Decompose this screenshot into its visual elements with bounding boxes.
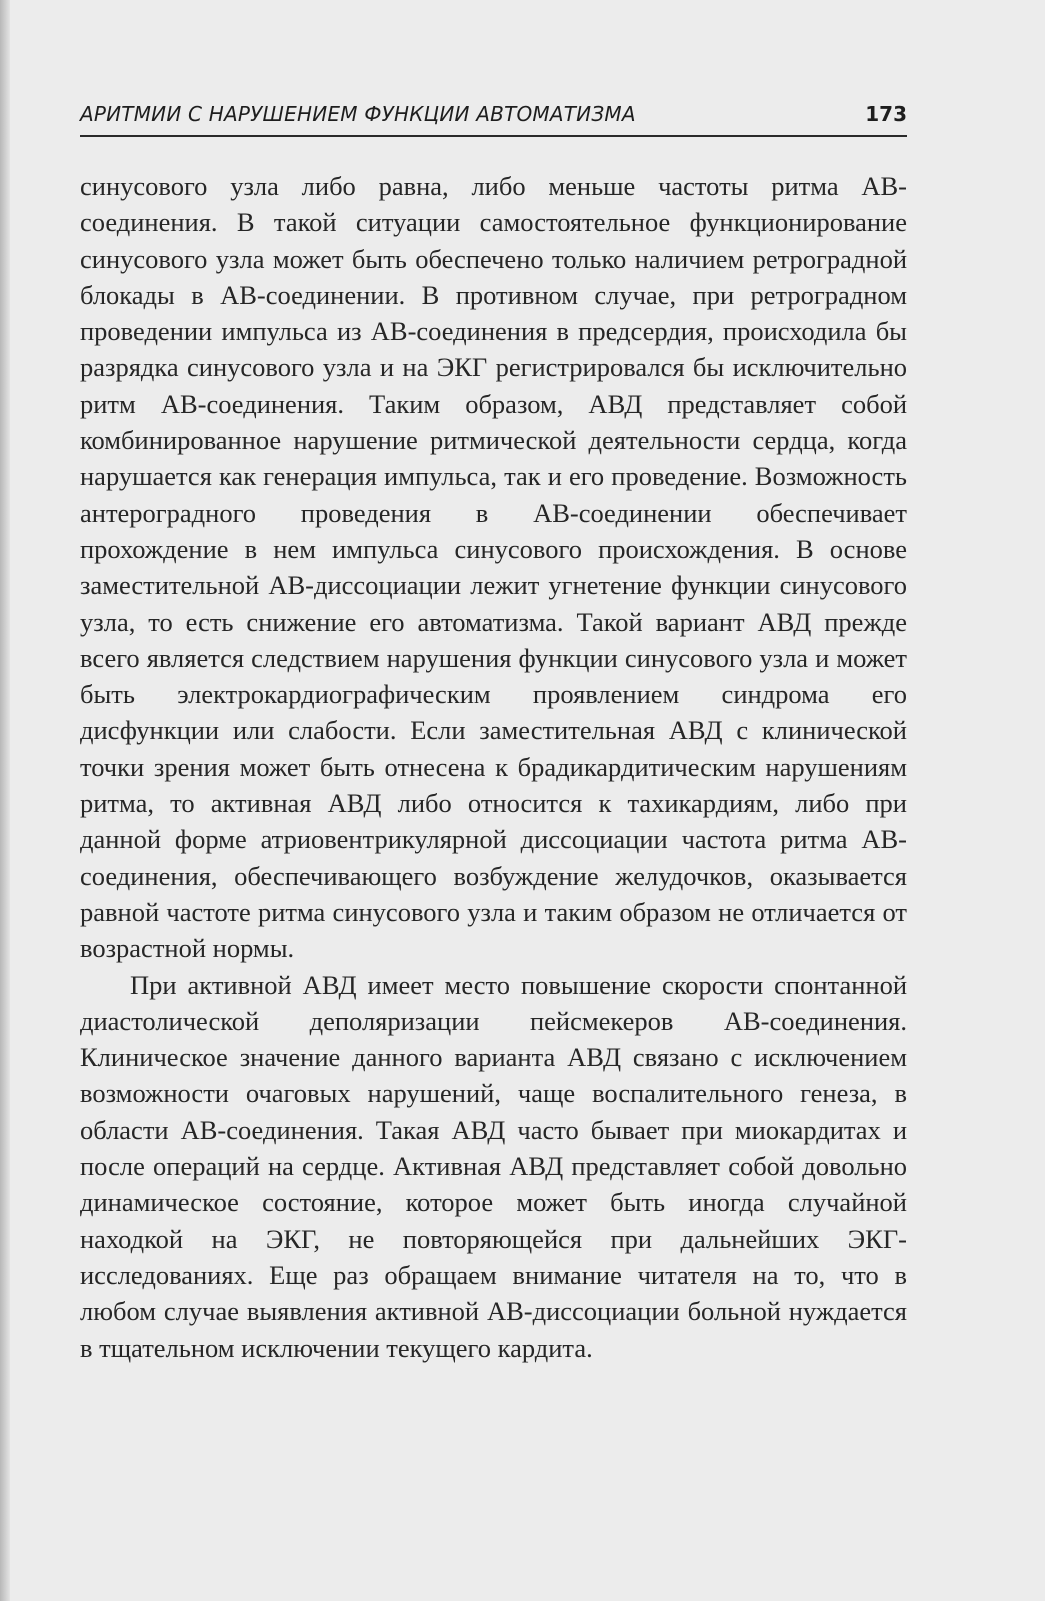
page-number: 173 bbox=[865, 102, 907, 126]
running-title: АРИТМИИ С НАРУШЕНИЕМ ФУНКЦИИ АВТОМАТИЗМА bbox=[80, 102, 636, 126]
page-edge-shadow bbox=[0, 0, 10, 1601]
paragraph: При активной АВД имеет место повышение скорости спонтанной диастолической деполяризации пейсмекеров АВ-соединения. Клиническое значение данного варианта АВД связано с исключением возможности очаговых нарушений, чаще воспалительного генеза, в области АВ-соединения. Такая АВД часто бывает при миокардитах и после операций на сердце. Активная АВД представляет собой довольно динамическое состояние, которое может быть иногда случайной находкой на ЭКГ, не повторяющейся при дальнейших ЭКГ-исследованиях. Еще раз обращаем внимание читателя на то, что в любом случае выявления активной АВ-диссоциации больной нуждается в тщательном исключении текущего кардита. bbox=[80, 969, 907, 1363]
header-rule bbox=[80, 135, 907, 137]
paragraph: синусового узла либо равна, либо меньше частоты ритма АВ-соединения. В такой ситуации самостоятельное функционирование синусового узла может быть обеспечено только наличием ретроградной блокады в АВ-соединении. В противном случае, при ретроградном проведении импульса из АВ-соединения в предсердия, происходила бы разрядка синусового узла и на ЭКГ регистрировался бы исключительно ритм АВ-соединения. Таким образом, АВД представляет собой комбинированное нарушение ритмической деятельности сердца, когда нарушается как генерация импульса, так и его проведение. Возможность антероградного проведения в АВ-соединении обеспечивает прохождение в нем импульса синусового происхождения. В основе заместительной АВ-диссоциации лежит угнетение функции синусового узла, то есть снижение его автоматизма. Такой вариант АВД прежде всего является следствием нарушения функции синусового узла и может быть электрокардиографическим проявлением синдрома его дисфункции или слабости. Если заместительная АВД с клинической точки зрения может быть отнесена к брадикардитическим нарушениям ритма, то активная АВД либо относится к тахикардиям, либо при данной форме атриовентрикулярной диссоциации частота ритма АВ-соединения, обеспечивающего возбуждение желудочков, оказывается равной частоте ритма синусового узла и таким образом не отличается от возрастной нормы. bbox=[80, 171, 907, 964]
body-text bbox=[80, 168, 907, 1366]
running-header bbox=[80, 102, 907, 132]
